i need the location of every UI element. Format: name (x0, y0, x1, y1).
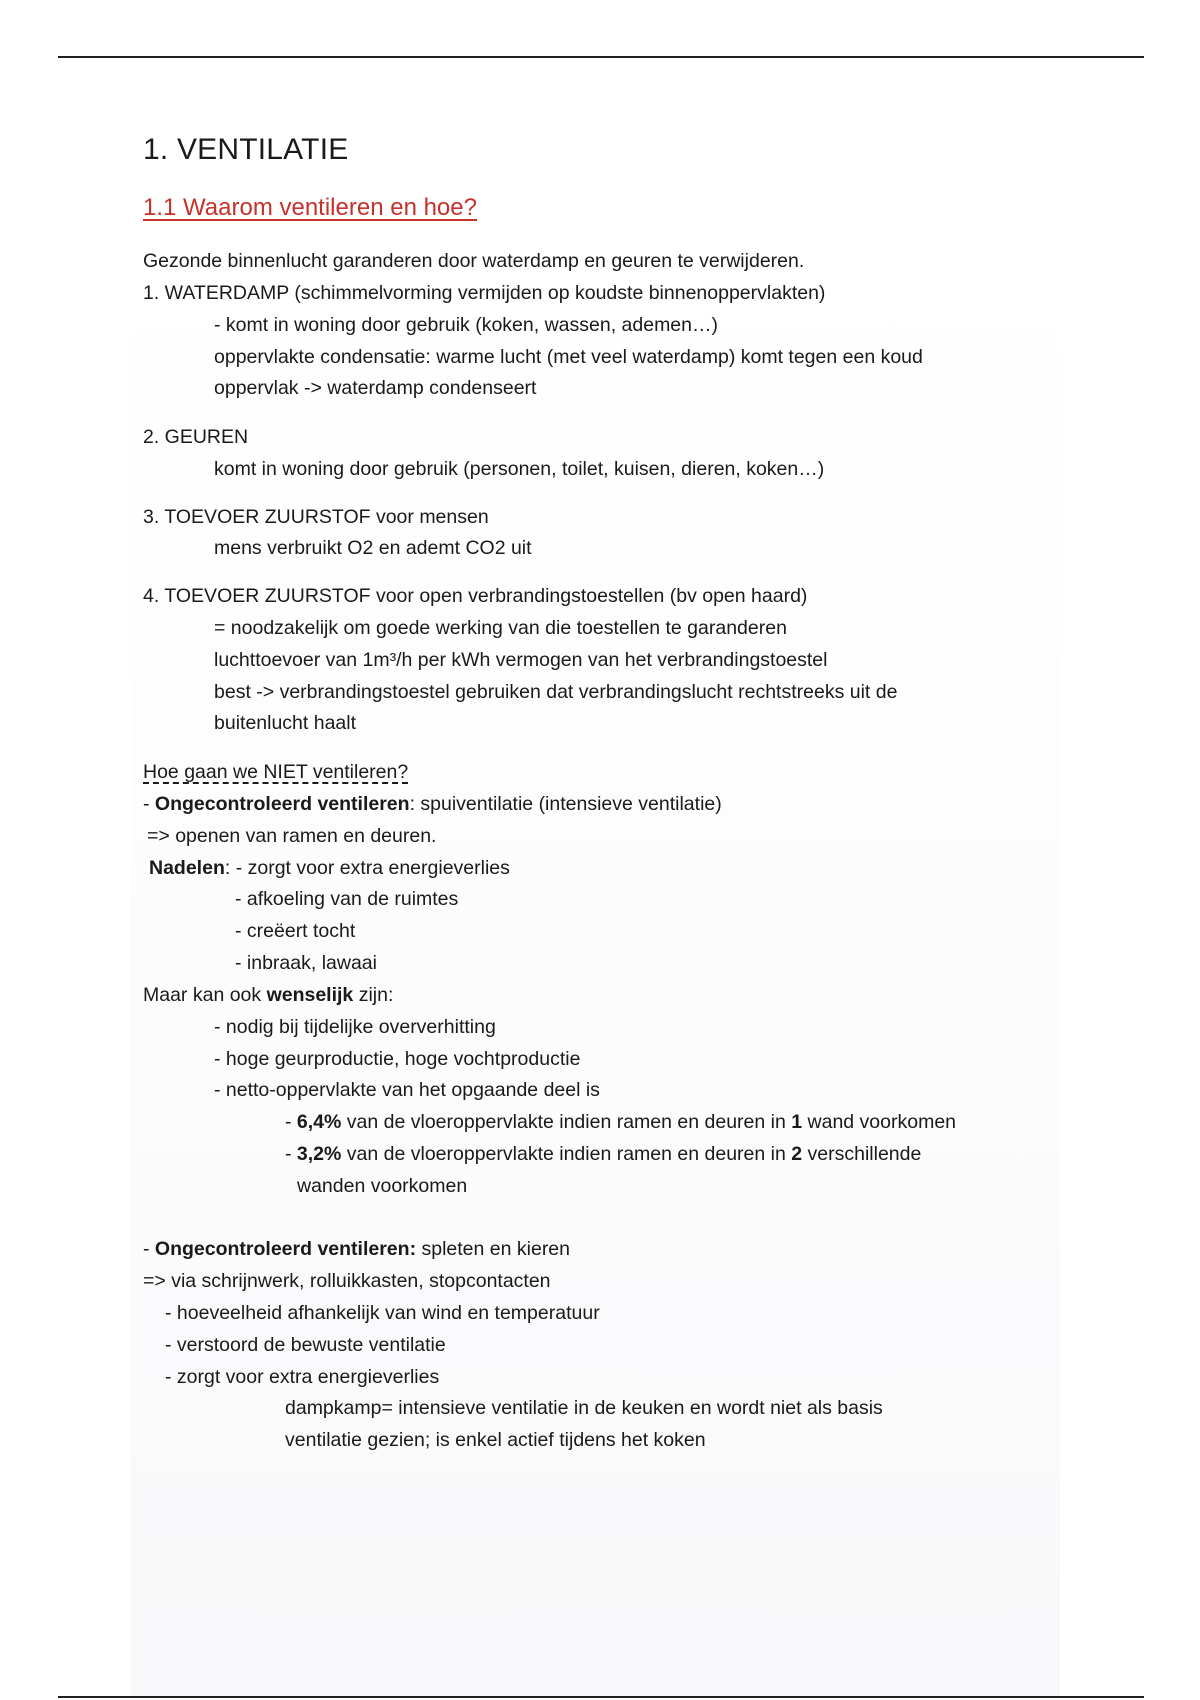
subsection-title: 1.1 Waarom ventileren en hoe? (143, 194, 477, 221)
dampkamp-note: dampkamp= intensieve ventilatie in de keuken en wordt niet als basis (285, 1397, 883, 1419)
wenselijk-item: - netto-oppervlakte van het opgaande deel is (214, 1079, 600, 1101)
zuurstof-mensen-title: 3. TOEVOER ZUURSTOF voor mensen (143, 506, 489, 528)
nadelen-line: Nadelen: - zorgt voor extra energieverlies (149, 857, 510, 879)
spui-line: - Ongecontroleerd ventileren: spuiventilatie (intensieve ventilatie) (143, 793, 722, 815)
geuren-line: komt in woning door gebruik (personen, toilet, kuisen, dieren, koken…) (214, 458, 825, 480)
section-title: 1. VENTILATIE (143, 133, 349, 166)
waterdamp-line: oppervlakte condensatie: warme lucht (met veel waterdamp) komt tegen een koud (214, 346, 923, 368)
wenselijk-item: - nodig bij tijdelijke oververhitting (214, 1016, 496, 1038)
kieren-line2: => via schrijnwerk, rolluikkasten, stopcontacten (143, 1270, 551, 1292)
wenselijk-sub-item-cont: wanden voorkomen (297, 1175, 468, 1197)
intro-text: Gezonde binnenlucht garanderen door waterdamp en geuren te verwijderen. (143, 250, 805, 272)
geuren-title: 2. GEUREN (143, 426, 249, 448)
nadelen-item: - creëert tocht (235, 920, 356, 942)
spui-label: Ongecontroleerd ventileren (154, 793, 410, 815)
nadelen-item: - inbraak, lawaai (235, 952, 377, 974)
waterdamp-title: 1. WATERDAMP (schimmelvorming vermijden op koudste binnenoppervlakten) (143, 282, 826, 304)
wenselijk-line: Maar kan ook wenselijk zijn: (143, 984, 394, 1006)
wenselijk-item: - hoge geurproductie, hoge vochtproductie (214, 1048, 581, 1070)
niet-ventileren-question: Hoe gaan we NIET ventileren? (143, 761, 409, 783)
kieren-item: - verstoord de bewuste ventilatie (165, 1334, 446, 1356)
waterdamp-line: oppervlak -> waterdamp condenseert (214, 377, 537, 399)
kieren-line: - Ongecontroleerd ventileren: spleten en kieren (143, 1238, 570, 1260)
kieren-item: - zorgt voor extra energieverlies (165, 1366, 440, 1388)
nadelen-item: - afkoeling van de ruimtes (235, 888, 459, 910)
zuurstof-toestellen-line: best -> verbrandingstoestel gebruiken dat verbrandingslucht rechtstreeks uit de (214, 681, 898, 703)
wenselijk-sub-item: - 6,4% van de vloeroppervlakte indien ramen en deuren in 1 wand voorkomen (285, 1111, 957, 1133)
wenselijk-sub-item: - 3,2% van de vloeroppervlakte indien ramen en deuren in 2 verschillende (285, 1143, 922, 1165)
zuurstof-toestellen-title: 4. TOEVOER ZUURSTOF voor open verbrandingstoestellen (bv open haard) (143, 585, 808, 607)
bottom-rule (58, 1696, 1144, 1698)
spui-line2: => openen van ramen en deuren. (147, 825, 437, 847)
kieren-label: Ongecontroleerd ventileren: (154, 1238, 417, 1260)
top-rule (58, 56, 1144, 58)
nadelen-label: Nadelen (149, 857, 225, 879)
zuurstof-toestellen-line: luchttoevoer van 1m³/h per kWh vermogen van het verbrandingstoestel (214, 649, 828, 671)
waterdamp-line: - komt in woning door gebruik (koken, wassen, ademen…) (214, 314, 718, 336)
kieren-item: - hoeveelheid afhankelijk van wind en temperatuur (165, 1302, 600, 1324)
dampkamp-note: ventilatie gezien; is enkel actief tijdens het koken (285, 1429, 706, 1451)
zuurstof-toestellen-line: buitenlucht haalt (214, 712, 357, 734)
zuurstof-mensen-line: mens verbruikt O2 en ademt CO2 uit (214, 537, 532, 559)
zuurstof-toestellen-line: = noodzakelijk om goede werking van die toestellen te garanderen (214, 617, 787, 639)
